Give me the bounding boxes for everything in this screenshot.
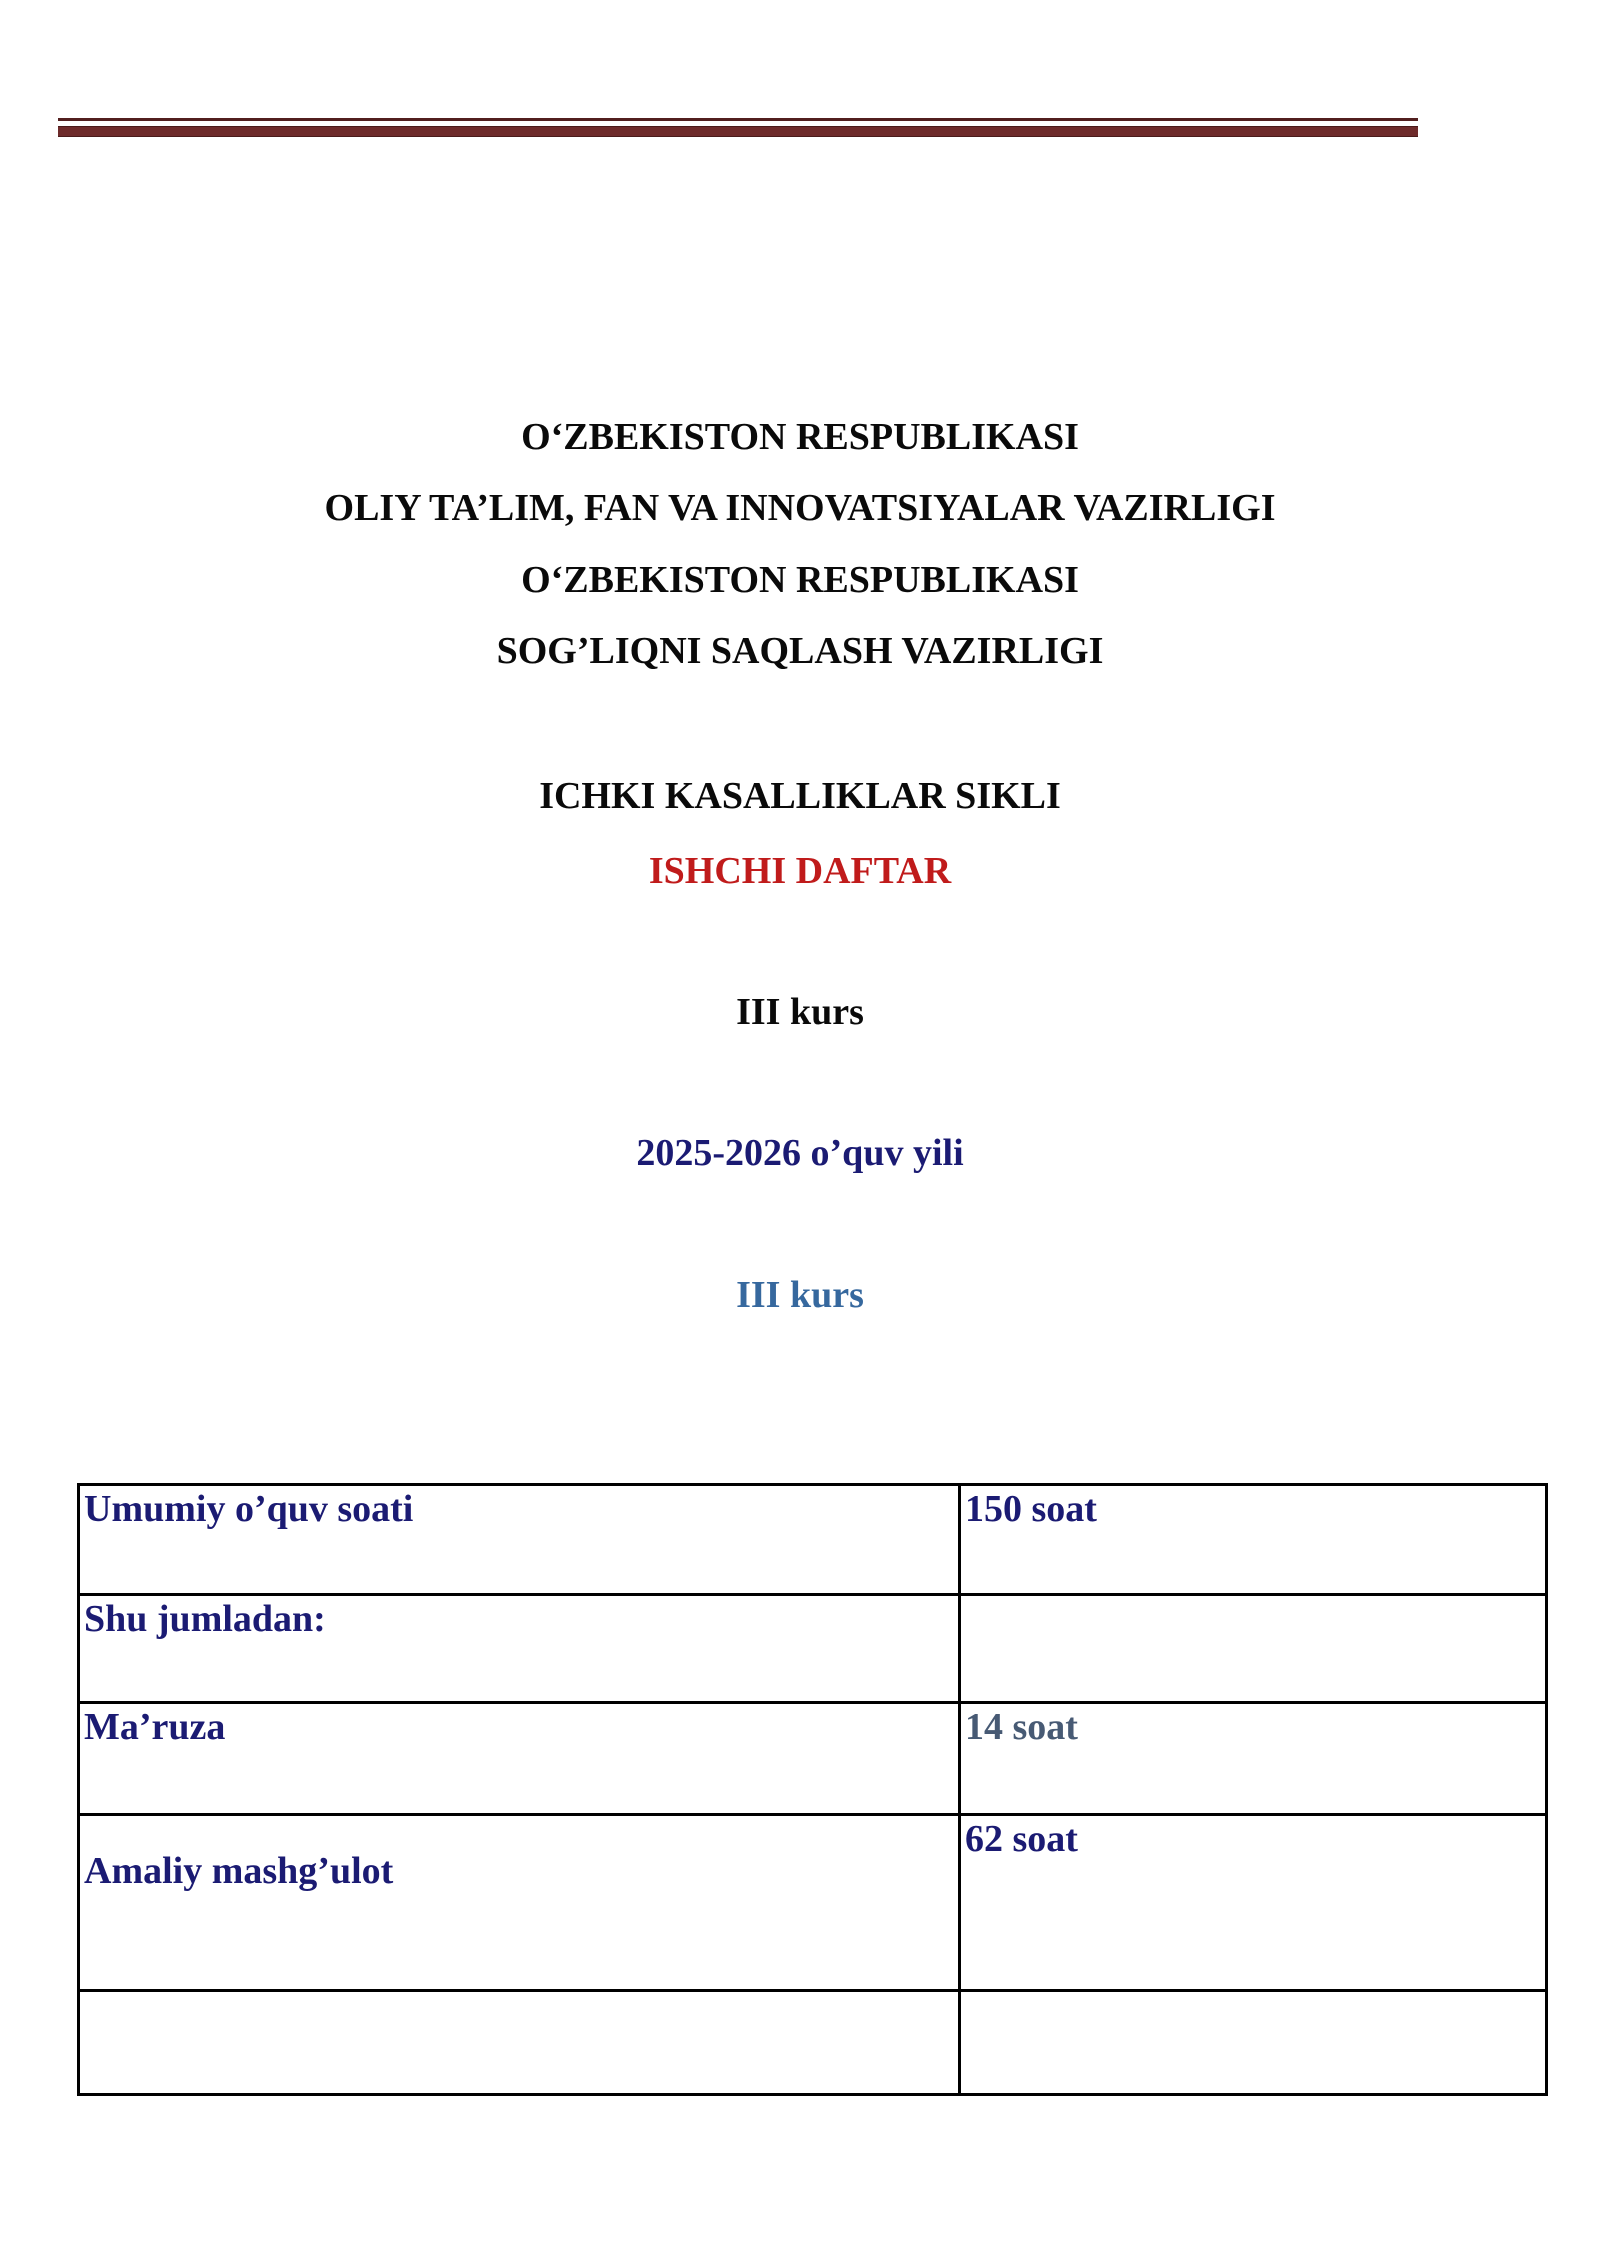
top-rule-thick-line (58, 126, 1418, 137)
table-cell-label: Amaliy mashg’ulot (79, 1815, 960, 1991)
heading-ministry-health: SOG’LIQNI SAQLASH VAZIRLIGI (496, 630, 1104, 672)
heading-academic-year: 2025-2026 o’quv yili (636, 1132, 964, 1174)
table-cell-value (960, 1991, 1547, 2095)
table-row (79, 1703, 1547, 1815)
heading-workbook-title: ISHCHI DAFTAR (648, 850, 952, 892)
top-rule-thin-line (58, 118, 1418, 121)
table-cell-label: Ma’ruza (79, 1703, 960, 1815)
table-row (79, 1991, 1547, 2095)
heading-republic-2: O‘ZBEKISTON RESPUBLIKASI (521, 559, 1079, 601)
table-cell-value: 150 soat (960, 1485, 1547, 1595)
table-cell-value: 62 soat (960, 1815, 1547, 1991)
table-cell-value: 14 soat (960, 1703, 1547, 1815)
heading-ministry-education: OLIY TA’LIM, FAN VA INNOVATSIYALAR VAZIRLIGI (324, 487, 1276, 529)
heading-cycle-title: ICHKI KASALLIKLAR SIKLI (539, 775, 1061, 817)
table-row (79, 1485, 1547, 1595)
heading-course: III kurs (736, 991, 864, 1033)
table-cell-value (960, 1595, 1547, 1703)
table-row (79, 1815, 1547, 1991)
heading-course-repeat: III kurs (736, 1274, 864, 1316)
heading-republic-1: O‘ZBEKISTON RESPUBLIKASI (521, 416, 1079, 458)
study-hours-table (77, 1483, 1548, 2096)
top-double-rule (58, 118, 1418, 137)
table-cell-label (79, 1991, 960, 2095)
table-cell-label: Umumiy o’quv soati (79, 1485, 960, 1595)
table-cell-label: Shu jumladan: (79, 1595, 960, 1703)
table-row (79, 1595, 1547, 1703)
